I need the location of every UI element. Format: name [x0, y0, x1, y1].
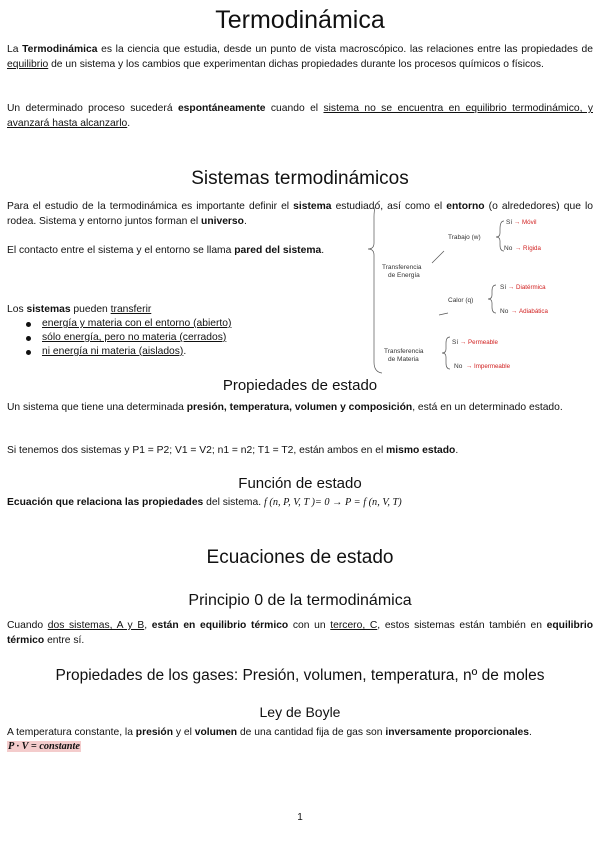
trabajo-si-value: Móvil: [522, 219, 537, 226]
text: Cuando: [7, 620, 48, 631]
intro-paragraph-2: [7, 101, 593, 131]
calor-no-value: Adiabática: [519, 308, 548, 315]
text: .: [455, 445, 459, 456]
transfer-list: [26, 317, 231, 359]
text: Un sistema que tiene una determinada: [7, 402, 187, 413]
text: y el: [173, 727, 195, 738]
bold-term: están en equilibrio térmico: [151, 620, 289, 631]
bold-term: mismo estado: [386, 445, 456, 456]
text: Si tenemos dos sistemas y P1 = P2; V1 = V2; n1 = n2; T1 = T2, están ambos en el: [7, 445, 387, 456]
main-brace: [368, 201, 382, 373]
text: , estos sistemas están también en: [377, 620, 547, 631]
text: con un: [288, 620, 331, 631]
bold-term: equilibrio térmico: [7, 620, 593, 646]
text: El contacto entre el sistema y el entorno se llama: [7, 245, 235, 256]
bold-term: pared del sistema: [234, 245, 322, 256]
list-item-text: energía y materia con el entorno (abierto): [42, 318, 232, 329]
page-number: 1: [297, 812, 303, 823]
transferencia-materia-label-2: de Materia: [388, 356, 419, 363]
page-title: Termodinámica: [215, 6, 385, 34]
bold-term: Termodinámica: [22, 44, 98, 55]
materia-no-label: No: [454, 363, 463, 370]
underlined-term: sistema no se encuentra en equilibrio termodinámico, y avanzará hasta alcanzarlo: [7, 103, 593, 129]
propiedades-paragraph-2: [7, 443, 593, 458]
section-heading-boyle: Ley de Boyle: [259, 704, 341, 720]
text: Para el estudio de la termodinámica es importante definir el: [7, 201, 294, 212]
section-heading-principio-0: Principio 0 de la termodinámica: [188, 592, 412, 609]
trabajo-no-arrow: →: [515, 245, 522, 252]
trabajo-si-label: Sí: [506, 219, 513, 226]
calor-no-arrow: →: [511, 308, 518, 315]
boyle-formula: P · V = constante: [8, 741, 80, 752]
materia-si-arrow: →: [460, 339, 467, 346]
bold-term: presión: [135, 727, 173, 738]
bold-term: Ecuación que relaciona las propiedades: [7, 497, 204, 508]
materia-si-label: Sí: [452, 339, 459, 346]
underlined-term: equilibrio: [7, 59, 49, 70]
intro-paragraph-1: [7, 42, 593, 72]
calor-connector: [439, 313, 448, 315]
transferencia-energia-label-1: Transferencia: [382, 264, 422, 271]
text: cuando el: [265, 103, 324, 114]
underlined-term: tercero, C: [330, 620, 378, 631]
text: estudiado, así como el: [331, 201, 447, 212]
bold-term: presión, temperatura, volumen y composición: [186, 402, 413, 413]
list-item-text: ni energía ni materia (aislados): [42, 346, 184, 357]
materia-si-value: Permeable: [468, 339, 498, 346]
text: .: [183, 346, 187, 357]
text: A temperatura constante, la: [7, 727, 136, 738]
text: .: [321, 245, 325, 256]
text: ,: [144, 620, 152, 631]
bold-term: volumen: [194, 727, 238, 738]
text: .: [243, 216, 247, 227]
sistemas-paragraph-3: [7, 302, 357, 317]
section-heading-funcion: Función de estado: [238, 475, 362, 492]
list-item-text: sólo energía, pero no materia (cerrados): [42, 332, 227, 343]
trabajo-no-value: Rígida: [523, 245, 541, 252]
text: Un determinado proceso sucederá: [7, 103, 178, 114]
materia-no-arrow: →: [466, 363, 473, 370]
materia-no-value: Impermeable: [474, 363, 511, 370]
funcion-paragraph: [7, 495, 593, 510]
trabajo-label: Trabajo (w): [448, 234, 481, 241]
text: es la ciencia que estudia, desde un punto de vista macroscópico. las relaciones entre las propiedades de: [97, 44, 593, 55]
list-item: [26, 331, 231, 345]
bold-term: sistemas: [26, 304, 71, 315]
calor-brace: [488, 285, 496, 313]
transferencia-energia-label-2: de Energía: [388, 272, 420, 279]
trabajo-no-label: No: [504, 245, 513, 252]
text: (o alrededores) que lo rodea. Sistema y entorno juntos forman el: [7, 201, 593, 227]
text: Los: [7, 304, 27, 315]
calor-label: Calor (q): [448, 297, 474, 304]
trabajo-brace: [496, 221, 504, 251]
text: del sistema.: [203, 497, 264, 508]
calor-si-value: Diatérmica: [516, 284, 546, 291]
underlined-term: dos sistemas, A y B: [47, 620, 145, 631]
trabajo-si-arrow: →: [514, 219, 521, 226]
bold-term: entorno: [446, 201, 485, 212]
bold-term: inversamente proporcionales: [385, 727, 530, 738]
materia-brace: [442, 337, 450, 369]
wall-types-diagram: [364, 197, 596, 375]
calor-si-arrow: →: [508, 284, 515, 291]
text: .: [127, 118, 131, 129]
text: entre sí.: [44, 635, 85, 646]
trabajo-connector: [432, 251, 444, 263]
calor-no-label: No: [500, 308, 509, 315]
list-item: [26, 317, 231, 331]
transferencia-materia-label-1: Transferencia: [384, 348, 424, 355]
boyle-paragraph: [7, 725, 593, 740]
text: La: [7, 44, 23, 55]
text: de una cantidad fija de gas son: [237, 727, 386, 738]
section-heading-propiedades: Propiedades de estado: [222, 377, 378, 394]
propiedades-paragraph-1: [7, 400, 593, 415]
list-item: [26, 345, 231, 359]
section-heading-gases: Propiedades de los gases: Presión, volumen, temperatura, nº de moles: [55, 667, 545, 684]
text: .: [529, 727, 532, 738]
bold-term: espontáneamente: [177, 103, 266, 114]
section-heading-ecuaciones: Ecuaciones de estado: [206, 547, 394, 568]
bold-term: sistema: [293, 201, 332, 212]
state-function-formula: f (n, P, V, T )= 0 → P = f (n, V, T): [263, 497, 402, 508]
calor-si-label: Sí: [500, 284, 507, 291]
bold-term: universo: [201, 216, 244, 227]
section-heading-sistemas: Sistemas termodinámicos: [191, 168, 409, 189]
sistemas-paragraph-2: [7, 243, 357, 258]
boyle-formula-line: [7, 739, 593, 754]
text: pueden: [70, 304, 111, 315]
principio0-paragraph: [7, 618, 593, 648]
text: de un sistema y los cambios que experimentan dichas propiedades durante los procesos químicos o físicos.: [48, 59, 544, 70]
underlined-term: transferir: [110, 304, 152, 315]
text: , está en un determinado estado.: [412, 402, 563, 413]
